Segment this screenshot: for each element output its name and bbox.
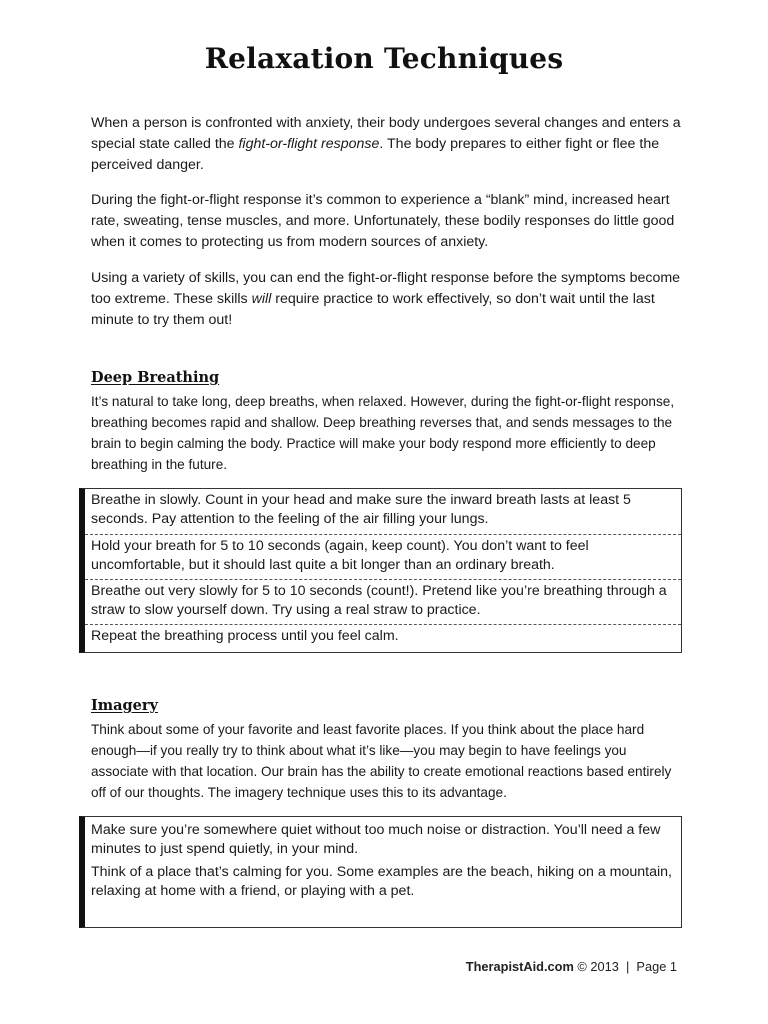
page-title: Relaxation Techniques xyxy=(204,42,564,75)
imagery-step-2: Think of a place that’s calming for you. Some examples are the beach, hiking on a mountain, relaxing at home with a friend, or playing with a pet. xyxy=(91,864,672,899)
deep-breathing-step-4: Repeat the breathing process until you feel calm. xyxy=(91,628,399,644)
deep-breathing-step-2: Hold your breath for 5 to 10 seconds (again, keep count). You don’t want to feel uncomfortable, but it should last quite a bit longer than an ordinary breath. xyxy=(85,535,681,580)
intro-paragraph-3 xyxy=(91,268,681,332)
intro-p1-text: When a person is confronted with anxiety, their body undergoes several changes and enters a special state called the xyxy=(91,115,681,153)
intro-paragraph-2: During the fight-or-flight response it’s common to experience a “blank” mind, increased heart rate, sweating, tense muscles, and more. Unfortunately, these bodily responses do little good when it comes to protecting us from modern sources of anxiety. xyxy=(91,192,675,251)
deep-breathing-step-3: Breathe out very slowly for 5 to 10 seconds (count!). Pretend like you’re breathing through a straw to slow yourself down. Try using a real straw to practice. xyxy=(85,580,681,625)
intro-p1-text-end: . The body prepares to either fight or flee the perceived danger. xyxy=(91,136,660,174)
imagery-steps-box xyxy=(79,816,682,928)
imagery-heading: Imagery xyxy=(91,697,158,714)
intro-p1-emphasis: fight-or-flight response xyxy=(238,136,380,153)
footer-brand: TherapistAid.com xyxy=(465,959,574,974)
page-footer xyxy=(466,959,677,974)
intro-p3-text-end: require practice to work effectively, so don’t wait until the last minute to try them out! xyxy=(91,291,655,329)
deep-breathing-steps-box xyxy=(79,488,682,653)
imagery-step-1: Make sure you’re somewhere quiet without too much noise or distraction. You’ll need a few minutes to just spend quietly, in your mind. xyxy=(91,822,661,857)
deep-breathing-heading: Deep Breathing xyxy=(91,369,220,386)
deep-breathing-step-1: Breathe in slowly. Count in your head and make sure the inward breath lasts at least 5 seconds. Pay attention to the feeling of the air filling your lungs. xyxy=(85,489,681,535)
intro-paragraph-1 xyxy=(91,113,681,177)
footer-copyright-page: © 2013 | Page 1 xyxy=(573,959,677,974)
intro-p3-emphasis: will xyxy=(251,291,272,308)
intro-p3-text: Using a variety of skills, you can end the fight-or-flight response before the symptoms become too extreme. These skills xyxy=(91,270,681,308)
deep-breathing-intro: It’s natural to take long, deep breaths, when relaxed. However, during the fight-or-flight response, breathing becomes rapid and shallow. Deep breathing reverses that, and sends messages to the brain to begin calming the body. Practice will make your body respond more efficiently to deep breathing in the future. xyxy=(91,394,675,472)
imagery-intro: Think about some of your favorite and least favorite places. If you think about the place hard enough—if you really try to think about what it’s like—you may begin to have feelings you associate with that location. Our brain has the ability to create emotional reactions based entirely off of our thoughts. The imagery technique uses this to its advantage. xyxy=(91,722,672,800)
